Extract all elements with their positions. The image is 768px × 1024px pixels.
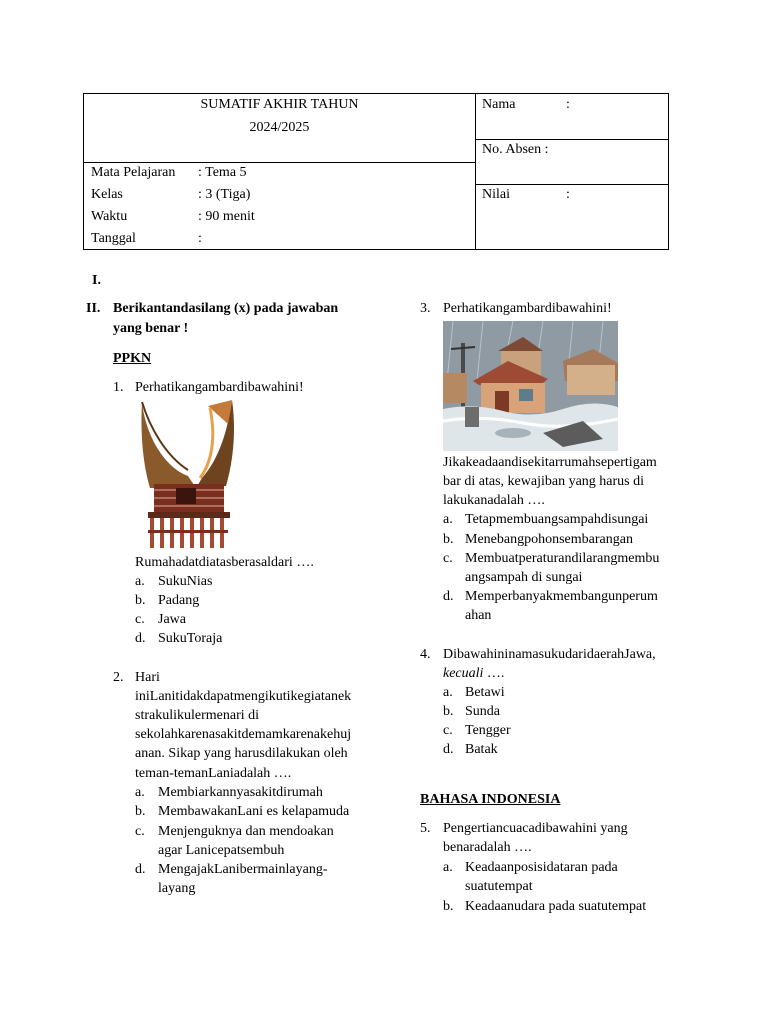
field-value: : 3 (Tiga) bbox=[198, 187, 251, 202]
option-text: Keadaanposisidataran pada bbox=[465, 860, 618, 875]
option-text: Keadaanudara pada suatutempat bbox=[465, 899, 647, 914]
field-value: : Tema 5 bbox=[198, 165, 247, 180]
option-letter: a. bbox=[443, 685, 453, 700]
question-number: 1. bbox=[113, 380, 124, 395]
option-letter: d. bbox=[443, 742, 454, 757]
question-line: strakulikulermenari di bbox=[135, 708, 260, 723]
option-letter: c. bbox=[443, 723, 453, 738]
question-line: Jikakeadaandisekitarrumahsepertigam bbox=[443, 455, 657, 470]
option-text: MembawakanLani es kelapamuda bbox=[158, 804, 350, 819]
option-text: Membuatperaturandilarangmembu bbox=[465, 551, 660, 566]
question-number: 4. bbox=[420, 647, 431, 662]
instruction: yang benar ! bbox=[113, 321, 189, 336]
field-label: Kelas bbox=[91, 187, 123, 202]
option-text: Menjenguknya dan mendoakan bbox=[158, 824, 334, 839]
option-letter: d. bbox=[135, 631, 146, 646]
flood-house-image bbox=[443, 321, 618, 451]
question-line: lakukanadalah …. bbox=[443, 493, 545, 508]
option-text: Betawi bbox=[465, 685, 505, 700]
option-letter: d. bbox=[135, 862, 146, 877]
option-text: Tetapmembuangsampahdisungai bbox=[465, 512, 649, 527]
option-text: Membiarkannyasakitdirumah bbox=[158, 785, 323, 800]
field-value: : bbox=[198, 231, 202, 246]
option-letter: b. bbox=[135, 593, 146, 608]
option-letter: a. bbox=[443, 860, 453, 875]
option-letter: d. bbox=[443, 589, 454, 604]
field-label: Tanggal bbox=[91, 231, 136, 246]
question-line: Hari bbox=[135, 670, 160, 685]
section-number: II. bbox=[86, 301, 101, 316]
question-number: 3. bbox=[420, 301, 431, 316]
option-letter: a. bbox=[443, 512, 453, 527]
option-text: ahan bbox=[465, 608, 492, 623]
option-text: agar Lanicepatsembuh bbox=[158, 843, 285, 858]
option-text: suatutempat bbox=[465, 879, 533, 894]
option-letter: c. bbox=[135, 824, 145, 839]
option-text: Menebangpohonsembarangan bbox=[465, 532, 633, 547]
option-text: Tengger bbox=[465, 723, 511, 738]
option-text: Sunda bbox=[465, 704, 500, 719]
subject-heading: PPKN bbox=[113, 351, 152, 366]
option-letter: b. bbox=[443, 899, 454, 914]
header-table bbox=[83, 93, 669, 250]
question-line: iniLanitidakdapatmengikutikegiatanek bbox=[135, 689, 352, 704]
option-text: Memperbanyakmembangunperum bbox=[465, 589, 658, 604]
question-line: bar di atas, kewajiban yang harus di bbox=[443, 474, 644, 489]
exam-title: SUMATIF AKHIR TAHUN bbox=[200, 97, 359, 112]
option-letter: b. bbox=[443, 704, 454, 719]
question-line: benaradalah …. bbox=[443, 840, 532, 855]
option-letter: c. bbox=[135, 612, 145, 627]
emphasis-text: kecuali bbox=[443, 666, 484, 681]
option-letter: a. bbox=[135, 574, 145, 589]
option-text: layang bbox=[158, 881, 196, 896]
option-letter: a. bbox=[135, 785, 145, 800]
question-line: anan. Sikap yang harusdilakukan oleh bbox=[135, 746, 348, 761]
absen-label: No. Absen : bbox=[482, 142, 549, 157]
nilai-colon: : bbox=[566, 187, 570, 202]
question-line bbox=[443, 664, 504, 683]
question-line: Pengertiancuacadibawahini yang bbox=[443, 821, 628, 836]
exam-year: 2024/2025 bbox=[249, 120, 310, 135]
option-text: Batak bbox=[465, 742, 498, 757]
question-line: teman-temanLaniadalah …. bbox=[135, 766, 292, 781]
question-number: 2. bbox=[113, 670, 124, 685]
option-text: Padang bbox=[158, 593, 200, 608]
question-line: sekolahkarenasakitdemamkarenakehuj bbox=[135, 727, 352, 742]
option-text: Jawa bbox=[158, 612, 186, 627]
nilai-label: Nilai bbox=[482, 187, 510, 202]
question-text: Rumahadatdiatasberasaldari …. bbox=[135, 555, 314, 570]
question-prompt: Perhatikangambardibawahini! bbox=[135, 380, 304, 395]
field-label: Waktu bbox=[91, 209, 128, 224]
option-text: SukuNias bbox=[158, 574, 213, 589]
question-prompt: Perhatikangambardibawahini! bbox=[443, 301, 612, 316]
subject-heading: BAHASA INDONESIA bbox=[420, 792, 561, 807]
question-line: DibawahininamasukudaridaerahJawa, bbox=[443, 647, 656, 662]
instruction: Berikantandasilang (x) pada jawaban bbox=[113, 301, 339, 316]
field-value: : 90 menit bbox=[198, 209, 255, 224]
option-text: SukuToraja bbox=[158, 631, 223, 646]
field-label: Mata Pelajaran bbox=[91, 165, 176, 180]
option-text: angsampah di sungai bbox=[465, 570, 583, 585]
tongkonan-house-image bbox=[136, 398, 236, 550]
option-letter: b. bbox=[443, 532, 454, 547]
question-text: …. bbox=[483, 666, 505, 681]
option-letter: c. bbox=[443, 551, 453, 566]
section-number: I. bbox=[92, 273, 101, 288]
table-divider bbox=[475, 94, 476, 250]
option-text: MengajakLanibermainlayang- bbox=[158, 862, 328, 877]
nama-label: Nama bbox=[482, 97, 516, 112]
nama-colon: : bbox=[566, 97, 570, 112]
option-letter: b. bbox=[135, 804, 146, 819]
question-number: 5. bbox=[420, 821, 431, 836]
